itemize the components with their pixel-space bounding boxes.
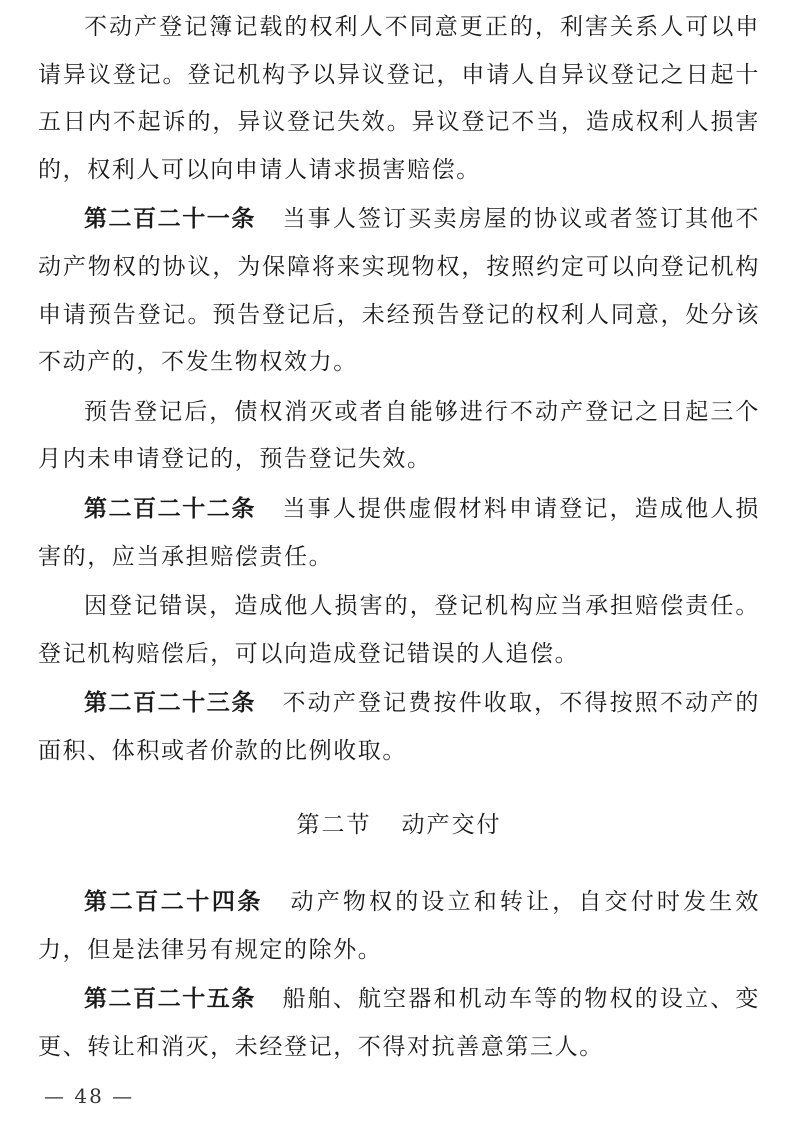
section-heading <box>38 776 760 878</box>
paragraph-text: 预告登记后，债权消灭或者自能够进行不动产登记之日起三个月内未申请登记的，预告登记失效。 <box>38 398 760 473</box>
section-title: 动产交付 <box>401 811 502 838</box>
article-221 <box>38 196 760 386</box>
paragraph-text: 不动产登记簿记载的权利人不同意更正的，利害关系人可以申请异议登记。登记机构予以异议登记，申请人自异议登记之日起十五日内不起诉的，异议登记失效。异议登记不当，造成权利人损害的，权利人可以向申请人请求损害赔偿。 <box>38 14 760 183</box>
footer-dash-left: — <box>44 1084 66 1108</box>
article-text: 船舶、航空器和机动车等的物权的设立、变更、转让和消灭，未经登记，不得对抗善意第三人。 <box>38 986 761 1060</box>
page-number: 48 <box>74 1084 104 1108</box>
article-text: 不动产登记费按件收取，不得按照不动产的面积、体积或者价款的比例收取。 <box>38 690 761 764</box>
article-number: 第二百二十二条 <box>84 495 256 522</box>
article-222 <box>38 486 760 581</box>
article-text: 动产物权的设立和转让，自交付时发生效力，但是法律另有规定的除外。 <box>38 889 760 963</box>
article-224 <box>38 879 760 974</box>
section-number: 第二节 <box>296 811 372 838</box>
paragraph-advance-notice-expiry <box>38 389 760 484</box>
article-223 <box>38 680 760 775</box>
article-number: 第二百二十一条 <box>84 206 256 233</box>
paragraph-text: 因登记错误，造成他人损害的，登记机构应当承担赔偿责任。登记机构赔偿后，可以向造成登记错误的人追偿。 <box>38 593 760 667</box>
paragraph-objection-registration <box>38 4 760 194</box>
document-page <box>38 0 760 1071</box>
footer-dash-right: — <box>112 1084 135 1108</box>
article-225 <box>38 976 760 1071</box>
article-number: 第二百二十三条 <box>84 690 256 717</box>
article-text: 当事人提供虚假材料申请登记，造成他人损害的，应当承担赔偿责任。 <box>38 495 761 570</box>
article-text: 当事人签订买卖房屋的协议或者签订其他不动产物权的协议，为保障将来实现物权，按照约定可以向登记机构申请预告登记。预告登记后，未经预告登记的权利人同意，处分该不动产的，不发生物权效力。 <box>38 206 761 376</box>
article-number: 第二百二十四条 <box>84 889 263 916</box>
article-number: 第二百二十五条 <box>84 986 256 1013</box>
page-footer <box>44 1082 134 1110</box>
paragraph-registration-error <box>38 583 760 678</box>
